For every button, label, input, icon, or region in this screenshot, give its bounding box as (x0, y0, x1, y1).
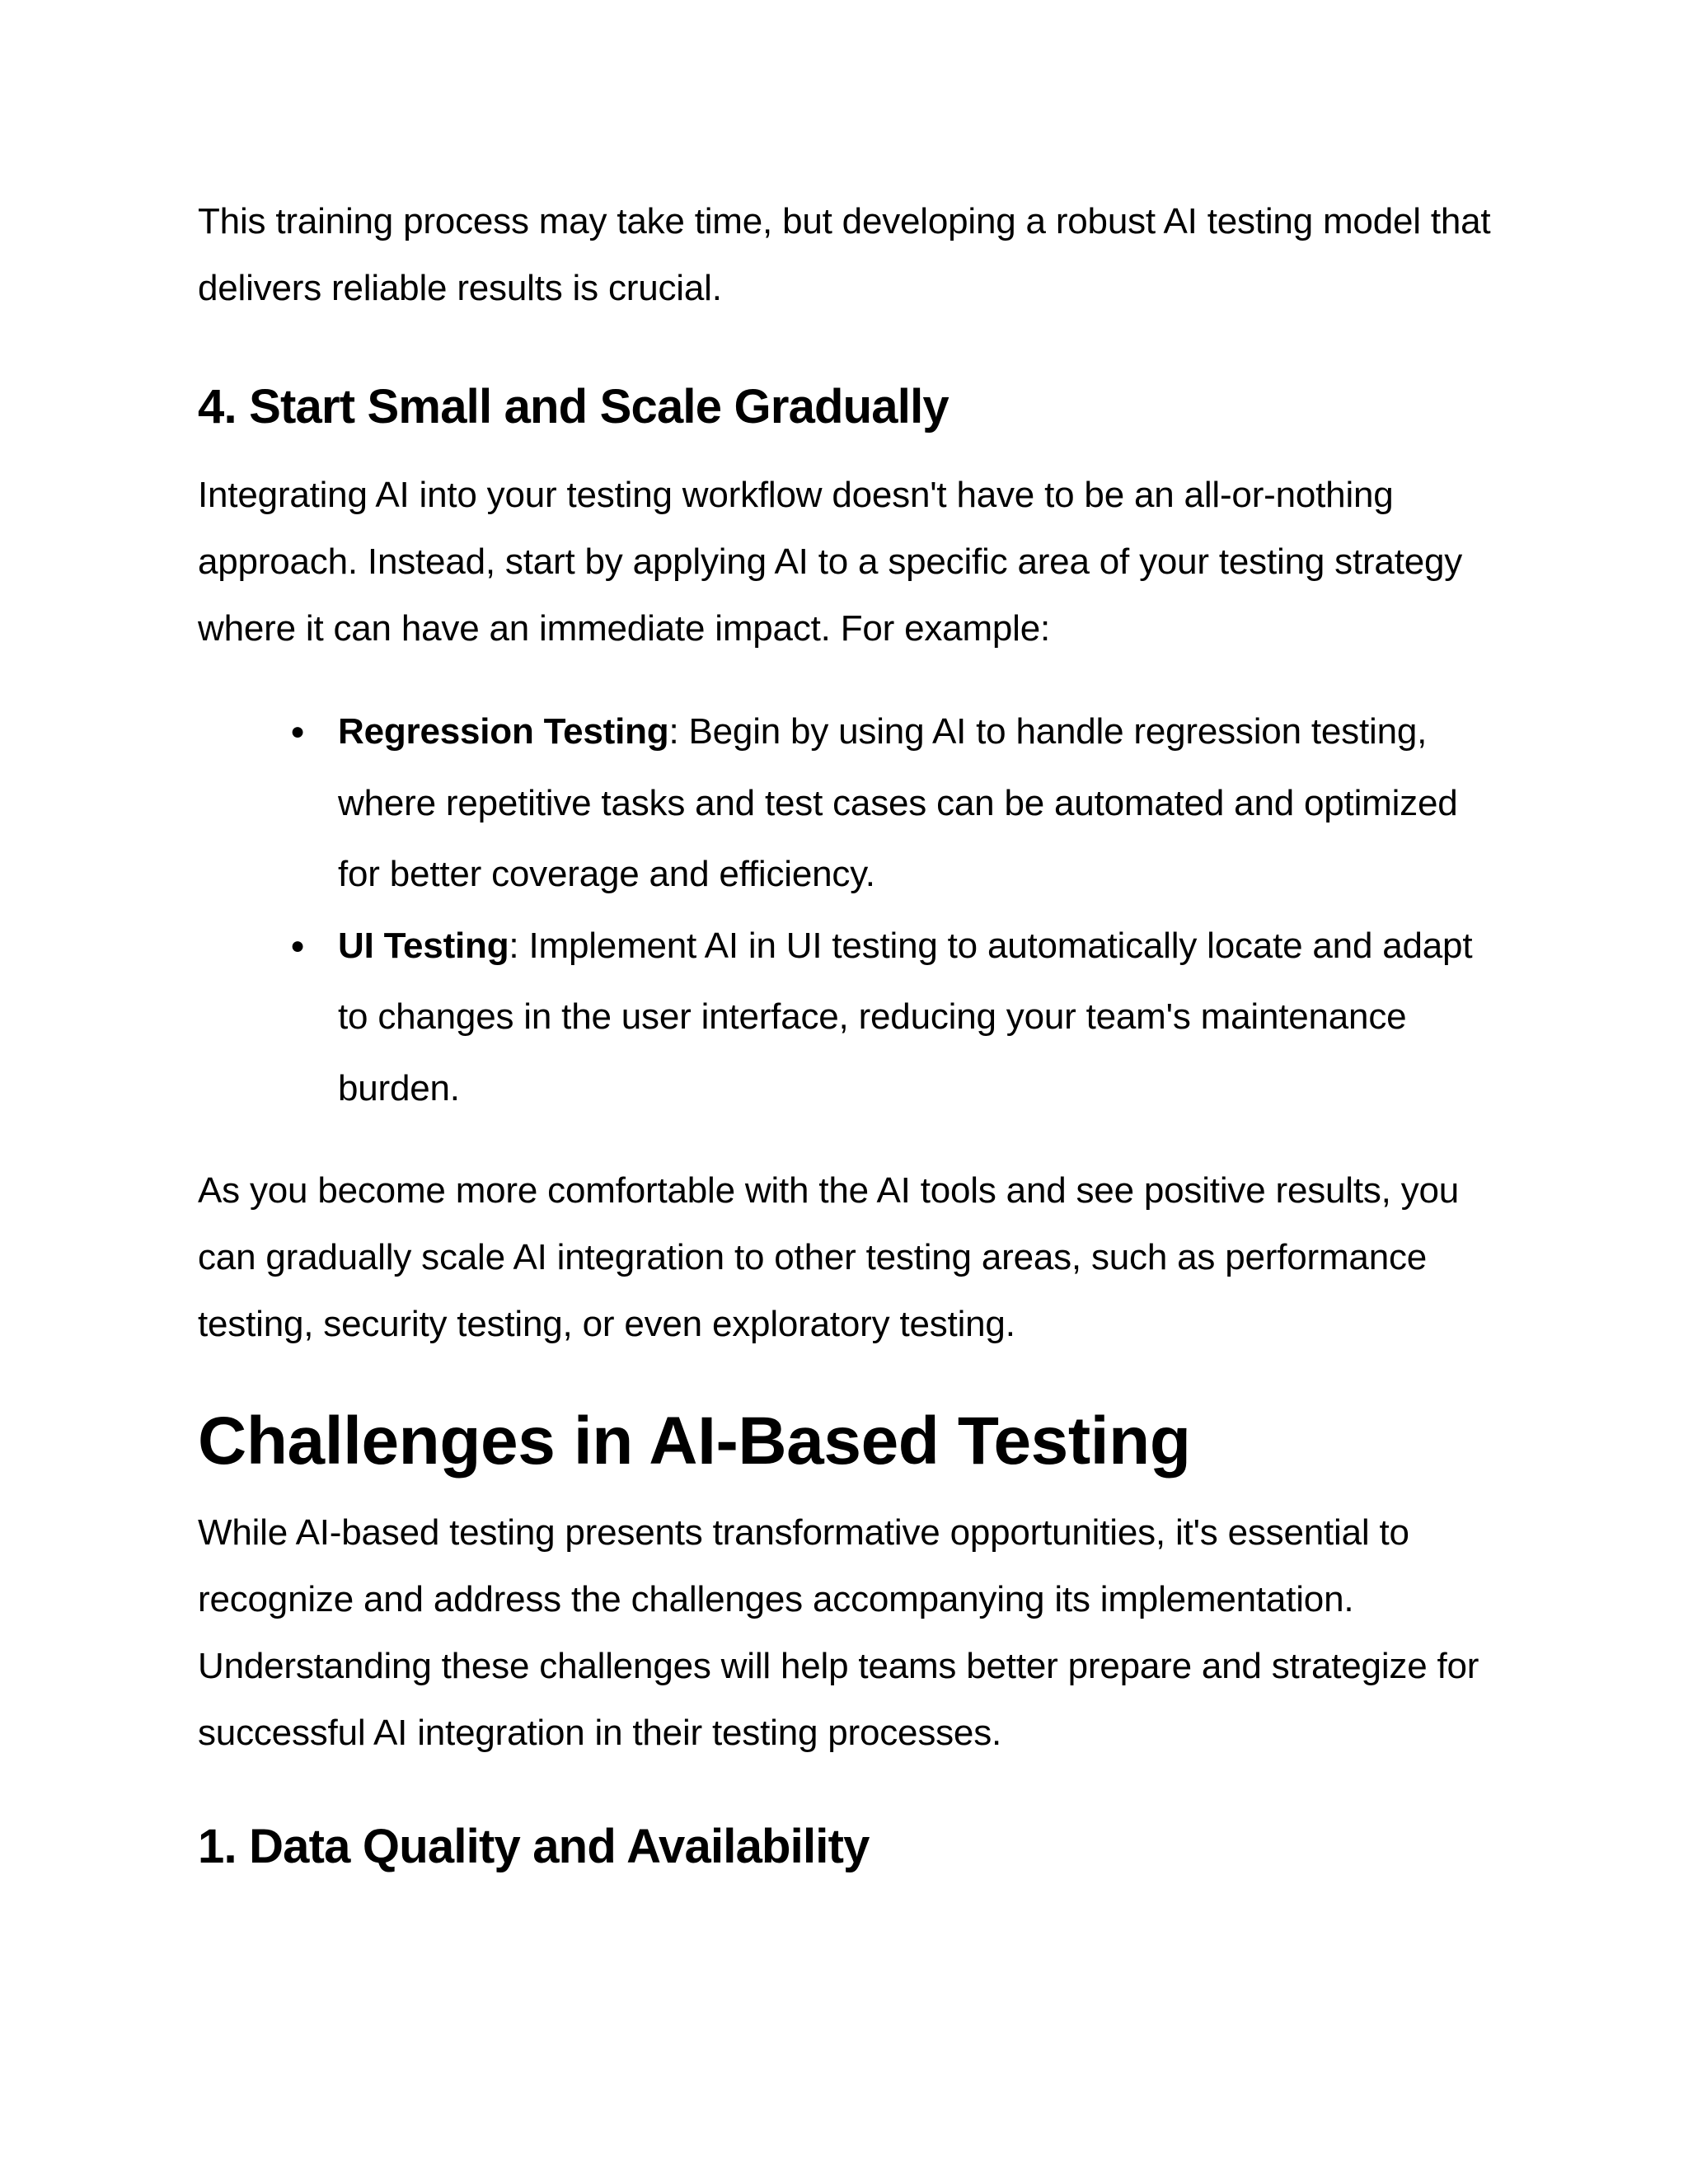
heading-challenges-ai-testing: Challenges in AI-Based Testing (198, 1404, 1191, 1479)
list-item-ui-testing (290, 911, 1492, 1125)
document-body (198, 188, 1492, 1880)
challenges-paragraph: While AI-based testing presents transformative opportunities, it's essential to recognize and address the challenges accompanying its implementation. Understanding these challenges will help teams better prepare and strategize for successful AI integration in their testing processes. (198, 1512, 1479, 1753)
scale-gradually-paragraph: As you become more comfortable with the AI tools and see positive results, you can gradually scale AI integration to other testing areas, such as performance testing, security testing, or even exploratory testing. (198, 1170, 1460, 1344)
bullet-icon: ● (290, 931, 305, 959)
list-item-text: : Implement AI in UI testing to automatically locate and adapt to changes in the user interface, reducing your team's maintenance burden. (338, 925, 1473, 1108)
list-item-term: UI Testing (338, 925, 509, 966)
start-small-paragraph: Integrating AI into your testing workflow doesn't have to be an all-or-nothing approach. Instead, start by applying AI to a specific area of your testing strategy where it can have an immediate impact. For example: (198, 475, 1463, 649)
bullet-icon: ● (290, 718, 305, 745)
list-item-regression-testing (290, 696, 1492, 911)
heading-data-quality-availability: 1. Data Quality and Availability (198, 1820, 870, 1873)
intro-paragraph: This training process may take time, but developing a robust AI testing model that delivers reliable results is crucial. (198, 201, 1491, 308)
list-item-term: Regression Testing (338, 711, 669, 752)
heading-start-small-scale-gradually: 4. Start Small and Scale Gradually (198, 380, 949, 434)
testing-areas-list (198, 696, 1492, 1124)
list-item-text: : Begin by using AI to handle regression testing, where repetitive tasks and test cases can be automated and optimized for better coverage and efficiency. (338, 711, 1458, 894)
